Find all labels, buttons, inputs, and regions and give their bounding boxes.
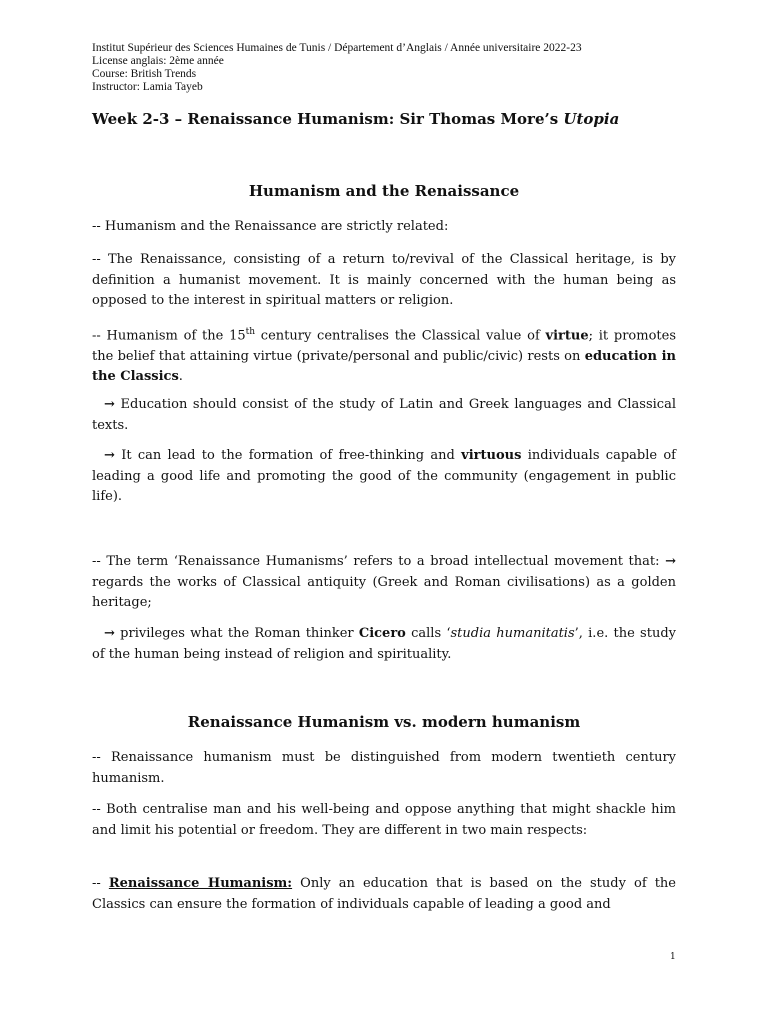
text-span: privileges what the Roman thinker <box>114 626 359 641</box>
italic-studia: studia humanitatis <box>450 626 575 641</box>
text-span: ; it promotes the belief that attaining virtue (private/personal and public/civic) rests on <box>92 328 676 364</box>
paragraph-virtue <box>92 322 676 388</box>
text-span: -- The term ‘Renaissance Humanisms’ refers to a broad intellectual movement that: <box>92 554 666 569</box>
bold-education: education in the Classics <box>92 348 676 385</box>
text-span: Only an education that is based on the study of the Classics can ensure the formation of individuals capable of leading a good and <box>92 876 677 912</box>
bold-virtuous: virtuous <box>461 448 522 463</box>
text-span: . <box>178 369 183 385</box>
section-heading-humanism: Humanism and the Renaissance <box>248 182 520 200</box>
text-span: regards the works of Classical antiquity (Greek and Roman civilisations) as a golden heritage; <box>92 574 676 610</box>
bold-renaissance-humanism: Renaissance Humanism: <box>108 876 293 891</box>
bold-cicero: Cicero <box>358 626 406 641</box>
paragraph-renaissance-definition: -- The Renaissance, consisting of a return to/revival of the Classical heritage, is by definition a humanist movement. It is mainly concerned with the human being as opposed to the interest in spiritual matters or religion. <box>92 252 676 308</box>
paragraph-related: -- Humanism and the Renaissance are strictly related: <box>92 219 449 234</box>
document-header <box>92 42 582 94</box>
paragraph-distinguished: -- Renaissance humanism must be distinguished from modern twentieth century humanism. <box>92 750 676 786</box>
bold-virtue: virtue <box>545 328 589 344</box>
text-span: Education should consist of the study of Latin and Greek languages and Classical texts. <box>92 397 676 433</box>
text-span: -- Humanism of the 15 <box>92 328 246 344</box>
paragraph-virtuous <box>92 446 676 508</box>
page-title-italic: Utopia <box>563 110 620 128</box>
page-title <box>92 110 619 128</box>
paragraph-both-centralise: -- Both centralise man and his well-being and oppose anything that might shackle him and limit his potential or freedom. They are different in two main respects: <box>92 802 676 838</box>
page-title-text: Week 2-3 – Renaissance Humanism: Sir Thomas More’s <box>92 110 564 128</box>
header-institution: Institut Supérieur des Sciences Humaines de Tunis / Département d’Anglais / Année universitaire 2022-23 <box>92 42 582 54</box>
superscript: th <box>245 327 256 337</box>
text-span: individuals capable of leading a good life and promoting the good of the community (engagement in public life). <box>92 448 676 504</box>
text-span: ’, i.e. the study of the human being instead of religion and spirituality. <box>92 626 676 662</box>
section-heading-modern-humanism: Renaissance Humanism vs. modern humanism <box>187 713 581 731</box>
arrow-icon: → <box>665 554 676 569</box>
header-course: Course: British Trends <box>92 68 197 80</box>
header-instructor: Instructor: Lamia Tayeb <box>92 81 203 93</box>
text-span: It can lead to the formation of free-thinking and <box>114 448 462 463</box>
arrow-icon: → <box>104 626 115 641</box>
paragraph-renaissance-humanisms <box>92 552 676 614</box>
text-span: century centralises the Classical value of <box>255 328 546 344</box>
text-span: calls ‘ <box>405 626 451 641</box>
arrow-icon: → <box>104 397 115 412</box>
page-number: 1 <box>670 952 676 962</box>
paragraph-cicero <box>92 624 676 665</box>
text-span: -- <box>92 876 109 891</box>
header-license: License anglais: 2ème année <box>92 55 224 67</box>
paragraph-education <box>92 395 676 436</box>
arrow-icon: → <box>104 448 115 463</box>
paragraph-renaissance-humanism <box>92 874 676 915</box>
